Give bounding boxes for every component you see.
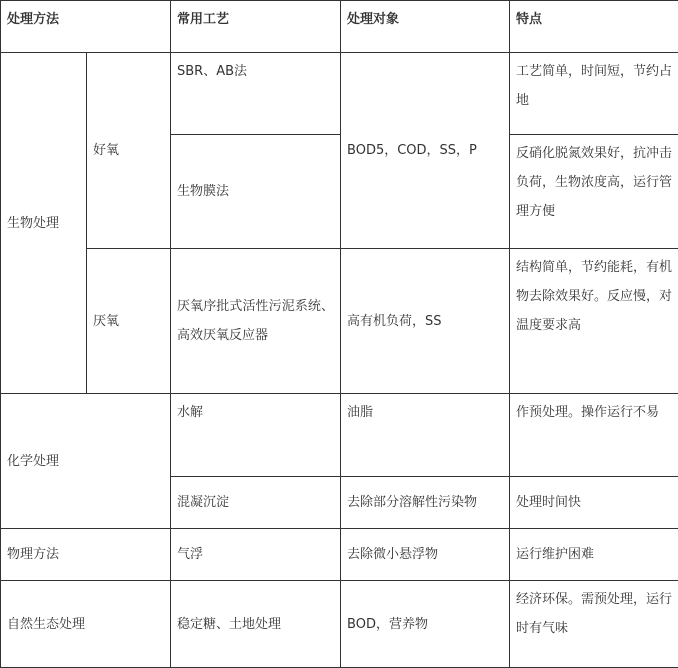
feature-cell: 运行维护困难 — [510, 529, 678, 581]
feature-cell: 工艺简单，时间短，节约占地 — [510, 53, 678, 135]
feature-cell: 结构简单，节约能耗，有机物去除效果好。反应慢，对温度要求高 — [510, 249, 678, 394]
feature-cell: 作预处理。操作运行不易 — [510, 394, 678, 477]
target-cell: BOD，营养物 — [341, 581, 510, 668]
process-cell: 生物膜法 — [171, 135, 341, 249]
category-chem: 化学处理 — [1, 394, 171, 529]
target-cell: BOD5，COD，SS，P — [341, 53, 510, 249]
category-bio: 生物处理 — [1, 53, 87, 394]
process-cell: SBR、AB法 — [171, 53, 341, 135]
feature-cell: 处理时间快 — [510, 477, 678, 529]
process-cell: 水解 — [171, 394, 341, 477]
process-cell: 稳定糖、土地处理 — [171, 581, 341, 668]
table-row — [1, 249, 678, 394]
table-row — [1, 581, 678, 668]
target-cell: 去除微小悬浮物 — [341, 529, 510, 581]
target-cell: 去除部分溶解性污染物 — [341, 477, 510, 529]
process-cell: 气浮 — [171, 529, 341, 581]
target-cell: 油脂 — [341, 394, 510, 477]
header-target: 处理对象 — [341, 1, 510, 53]
category-eco: 自然生态处理 — [1, 581, 171, 668]
process-cell: 厌氧序批式活性污泥系统、高效厌氧反应器 — [171, 249, 341, 394]
feature-cell: 经济环保。需预处理，运行时有气味 — [510, 581, 678, 668]
subcategory-anaerobic: 厌氧 — [87, 249, 171, 394]
table-row — [1, 53, 678, 135]
target-cell: 高有机负荷，SS — [341, 249, 510, 394]
process-cell: 混凝沉淀 — [171, 477, 341, 529]
table-row — [1, 529, 678, 581]
header-method: 处理方法 — [1, 1, 171, 53]
header-row — [1, 1, 678, 53]
category-phys: 物理方法 — [1, 529, 171, 581]
table-row — [1, 394, 678, 477]
header-feature: 特点 — [510, 1, 678, 53]
feature-cell: 反硝化脱氮效果好，抗冲击负荷，生物浓度高，运行管理方便 — [510, 135, 678, 249]
header-process: 常用工艺 — [171, 1, 341, 53]
subcategory-aerobic: 好氧 — [87, 53, 171, 249]
